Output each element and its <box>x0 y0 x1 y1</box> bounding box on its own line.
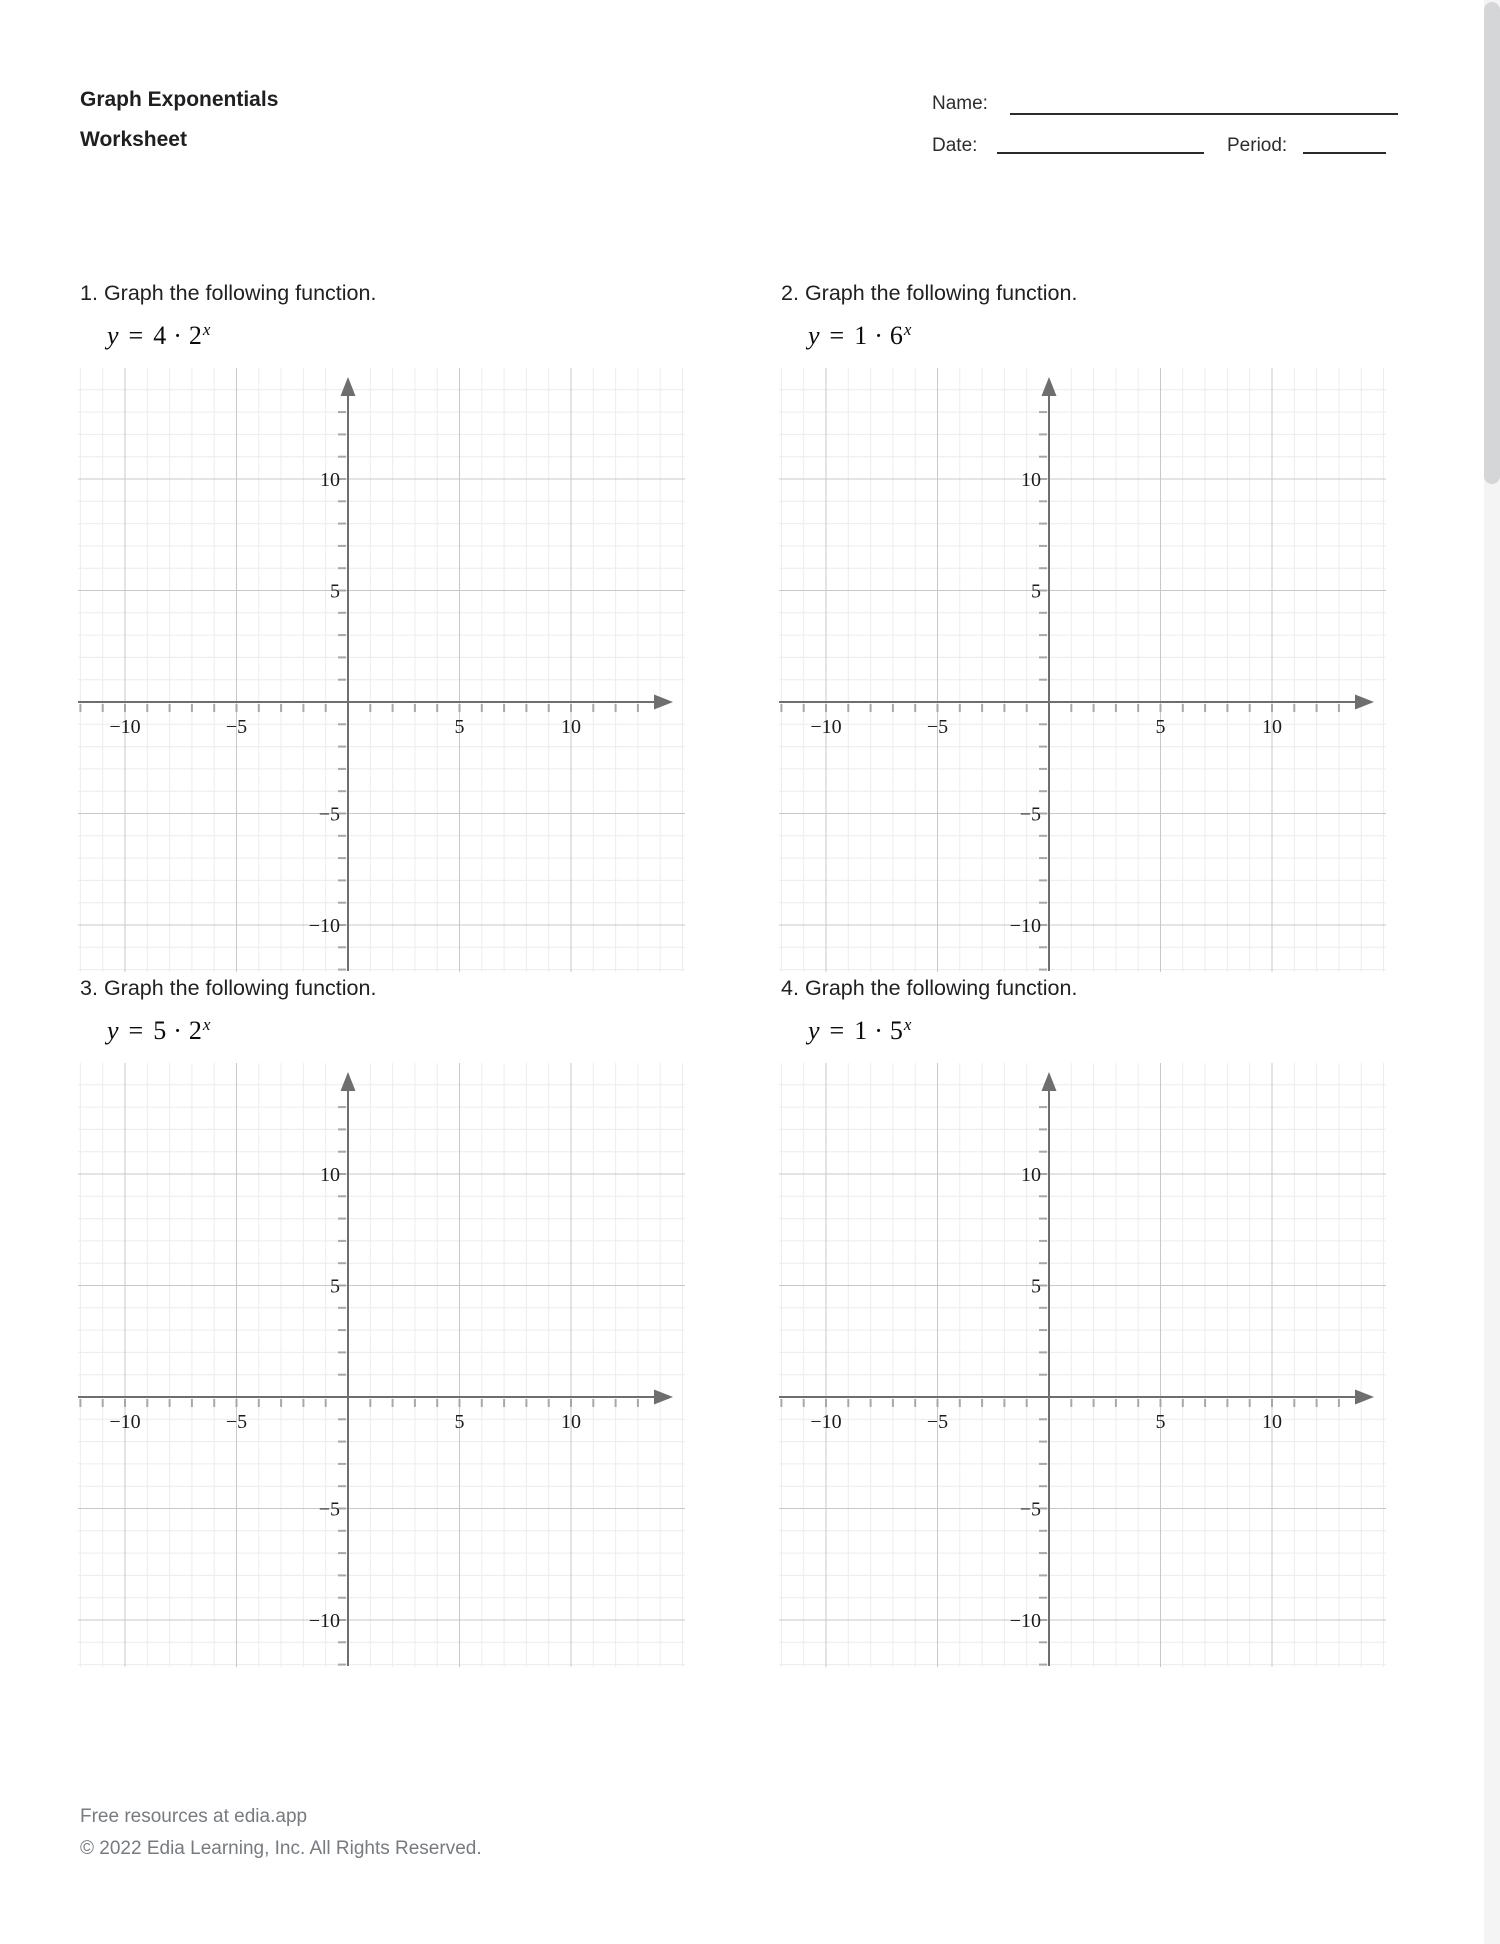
major-gridlines <box>779 368 1386 972</box>
axis-arrowheads <box>1042 1072 1375 1405</box>
x-axis-tick-label: −5 <box>225 716 248 738</box>
y-axis-tick-label: 5 <box>330 1275 340 1298</box>
problem-1 <box>78 281 688 981</box>
coordinate-grid-1 <box>78 368 685 972</box>
problem-prompt: Graph the following function. <box>804 281 1078 305</box>
y-axis-tick-label: 10 <box>1021 469 1041 491</box>
formula-base: 2 <box>188 321 202 350</box>
problem-prompt: Graph the following function. <box>103 281 377 305</box>
y-axis-tick-label: −5 <box>318 803 340 826</box>
function-formula <box>808 321 911 351</box>
x-axis-tick-label: −5 <box>225 1411 248 1433</box>
formula-exponent: x <box>903 320 912 339</box>
x-axis-tick-label: −10 <box>109 1411 141 1433</box>
y-axis-tick-label: 5 <box>1031 1275 1041 1298</box>
scrollbar-thumb[interactable] <box>1484 2 1500 484</box>
problem-heading <box>781 976 1077 1001</box>
y-axis-tick-label: 5 <box>1031 580 1041 603</box>
x-axis-tick-label: −10 <box>109 716 141 738</box>
formula-coefficient: 1 <box>854 321 868 350</box>
y-axis-tick-label: 5 <box>330 580 340 603</box>
problem-3 <box>78 976 688 1676</box>
x-axis-tick-label: 10 <box>561 1411 581 1433</box>
tick-marks <box>781 1107 1339 1665</box>
date-blank-line <box>997 136 1204 154</box>
x-axis-tick-label: −5 <box>926 1411 949 1433</box>
formula-variable: y <box>808 321 820 350</box>
x-axis-tick-label: 5 <box>454 716 465 738</box>
worksheet-title-line1: Graph Exponentials <box>80 88 279 111</box>
y-axis-tick-label: −5 <box>1019 803 1041 826</box>
name-label: Name: <box>932 93 988 114</box>
major-gridlines <box>78 368 685 972</box>
equals-sign: = <box>128 1016 144 1045</box>
x-axis-tick-label: 5 <box>1155 716 1166 738</box>
footer-resources-link-text: Free resources at edia.app <box>80 1806 308 1827</box>
formula-coefficient: 5 <box>153 1016 167 1045</box>
formula-coefficient: 4 <box>153 321 167 350</box>
formula-variable: y <box>107 1016 119 1045</box>
function-formula <box>107 321 210 351</box>
equals-sign: = <box>829 321 845 350</box>
worksheet-title-line2: Worksheet <box>80 128 187 151</box>
formula-base: 5 <box>889 1016 903 1045</box>
formula-base: 2 <box>188 1016 202 1045</box>
function-formula <box>107 1016 210 1046</box>
name-blank-line <box>1010 94 1398 115</box>
problem-prompt: Graph the following function. <box>103 976 377 1000</box>
y-axis-tick-label: 10 <box>320 1164 340 1186</box>
x-axis-tick-label: −5 <box>926 716 949 738</box>
period-blank-line <box>1303 136 1386 154</box>
y-axis-tick-label: −10 <box>1009 1610 1041 1632</box>
y-axis-tick-label: 10 <box>320 469 340 491</box>
minor-gridlines <box>779 1063 1386 1667</box>
y-axis-tick-label: −5 <box>318 1498 340 1521</box>
multiplication-dot: · <box>874 1016 883 1045</box>
tick-marks <box>80 1107 638 1665</box>
problem-number: 1. <box>80 281 98 305</box>
problem-heading <box>781 281 1077 306</box>
x-axis-tick-label: 5 <box>454 1411 465 1433</box>
problem-heading <box>80 281 376 306</box>
problem-number: 3. <box>80 976 98 1000</box>
x-axis-tick-label: 10 <box>561 716 581 738</box>
major-gridlines <box>779 1063 1386 1667</box>
axis-arrowheads <box>341 377 674 710</box>
multiplication-dot: · <box>874 321 883 350</box>
period-label: Period: <box>1227 135 1288 156</box>
x-axis-tick-label: 10 <box>1262 1411 1282 1433</box>
equals-sign: = <box>128 321 144 350</box>
coordinate-grid-4 <box>779 1063 1386 1667</box>
formula-variable: y <box>808 1016 820 1045</box>
minor-gridlines <box>78 368 685 972</box>
minor-gridlines <box>78 1063 685 1667</box>
formula-exponent: x <box>903 1015 912 1034</box>
formula-variable: y <box>107 321 119 350</box>
minor-gridlines <box>779 368 1386 972</box>
problem-prompt: Graph the following function. <box>804 976 1078 1000</box>
function-formula <box>808 1016 911 1046</box>
y-axis-tick-label: −5 <box>1019 1498 1041 1521</box>
problem-number: 4. <box>781 976 799 1000</box>
date-label: Date: <box>932 135 978 156</box>
x-axis-tick-label: 10 <box>1262 716 1282 738</box>
y-axis-tick-label: −10 <box>308 915 340 937</box>
coordinate-grid-2 <box>779 368 1386 972</box>
x-axis-tick-label: −10 <box>810 716 842 738</box>
y-axis-tick-label: −10 <box>1009 915 1041 937</box>
major-gridlines <box>78 1063 685 1667</box>
y-axis-tick-label: 10 <box>1021 1164 1041 1186</box>
formula-exponent: x <box>202 1015 211 1034</box>
multiplication-dot: · <box>173 1016 182 1045</box>
equals-sign: = <box>829 1016 845 1045</box>
x-axis-tick-label: −10 <box>810 1411 842 1433</box>
problem-2 <box>779 281 1389 981</box>
x-axis-tick-label: 5 <box>1155 1411 1166 1433</box>
formula-coefficient: 1 <box>854 1016 868 1045</box>
multiplication-dot: · <box>173 321 182 350</box>
problem-4 <box>779 976 1389 1676</box>
axis-arrowheads <box>1042 377 1375 710</box>
axis-arrowheads <box>341 1072 674 1405</box>
formula-base: 6 <box>889 321 903 350</box>
tick-marks <box>781 412 1339 970</box>
y-axis-tick-label: −10 <box>308 1610 340 1632</box>
problem-number: 2. <box>781 281 799 305</box>
coordinate-grid-3 <box>78 1063 685 1667</box>
formula-exponent: x <box>202 320 211 339</box>
tick-marks <box>80 412 638 970</box>
footer-copyright: © 2022 Edia Learning, Inc. All Rights Reserved. <box>80 1838 482 1859</box>
problem-heading <box>80 976 376 1001</box>
